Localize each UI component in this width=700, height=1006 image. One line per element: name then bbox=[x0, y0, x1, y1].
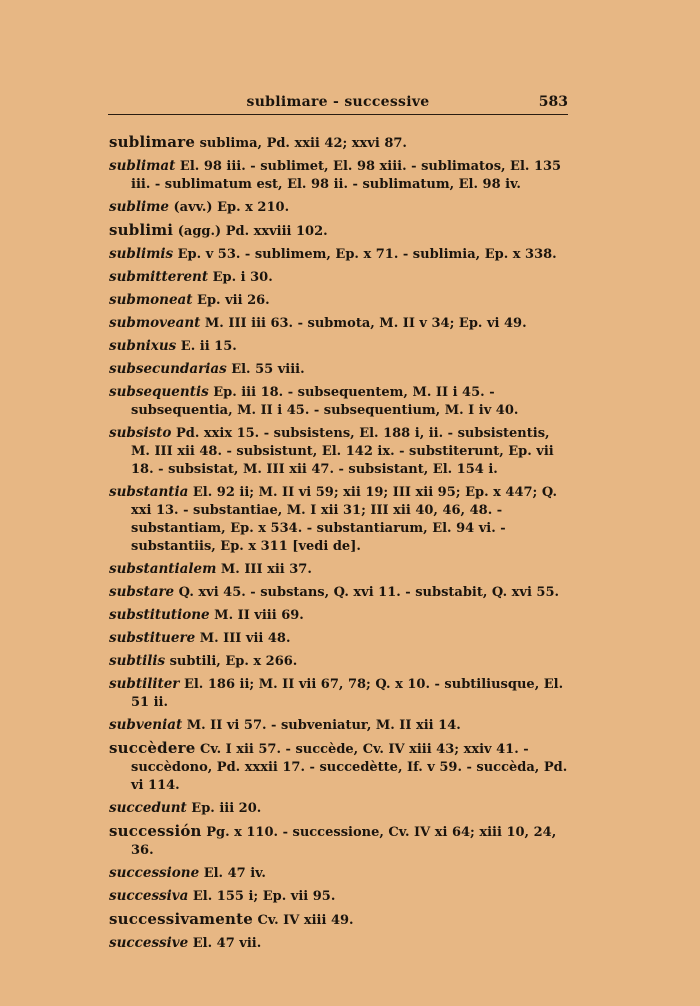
entry-headword: sublimat bbox=[109, 158, 176, 174]
dictionary-entry bbox=[109, 424, 571, 479]
entry-citations: M. III iii 63. - submota, M. II v 34; Ep. vi 49. bbox=[200, 316, 527, 331]
dictionary-entry bbox=[109, 560, 571, 579]
dictionary-entry bbox=[109, 483, 571, 556]
entry-citations: El. 92 ii; M. II vi 59; xii 19; III xii 95; Ep. x 447; Q. xxi 13. - substantiae, M. I xii 31; III xii 40, 46, 48. - substantiam, Ep. x 534. - substantiarum, El. 94 vi. - substantiis, Ep. x 311 [vedi de]. bbox=[131, 485, 558, 554]
entry-headword: subtilis bbox=[109, 653, 166, 669]
entry-citations: El. 98 iii. - sublimet, El. 98 xiii. - sublimatos, El. 135 iii. - sublimatum est, El. 98 ii. - sublimatum, El. 98 iv. bbox=[131, 159, 562, 192]
entry-citations: Q. xvi 45. - substans, Q. xvi 11. - substabit, Q. xvi 55. bbox=[174, 585, 560, 600]
entry-headword: successivamente bbox=[109, 910, 253, 928]
entry-citations: sublima, Pd. xxii 42; xxvi 87. bbox=[195, 136, 407, 151]
dictionary-entry bbox=[109, 198, 571, 217]
entry-citations: Ep. vii 26. bbox=[192, 293, 270, 308]
entry-headword: submoveant bbox=[109, 315, 201, 331]
dictionary-entry bbox=[109, 716, 571, 735]
dictionary-entry bbox=[109, 675, 571, 712]
dictionary-entry bbox=[109, 822, 571, 860]
entry-headword: subsecundarias bbox=[109, 361, 227, 377]
entry-citations: M. III vii 48. bbox=[195, 631, 291, 646]
entry-citations: (avv.) Ep. x 210. bbox=[169, 200, 290, 215]
entry-citations: M. II viii 69. bbox=[209, 608, 304, 623]
dictionary-entry bbox=[109, 629, 571, 648]
dictionary-entry bbox=[109, 157, 571, 194]
entry-headword: subsequentis bbox=[109, 384, 209, 400]
entry-citations: Ep. iii 20. bbox=[186, 801, 262, 816]
entry-headword: subtiliter bbox=[109, 676, 180, 692]
dictionary-entry bbox=[109, 133, 571, 153]
entry-headword: submoneat bbox=[109, 292, 193, 308]
dictionary-entry bbox=[109, 739, 571, 795]
dictionary-entry bbox=[109, 291, 571, 310]
dictionary-entry bbox=[109, 799, 571, 818]
entry-citations: Ep. i 30. bbox=[208, 270, 273, 285]
entry-headword: substantialem bbox=[109, 561, 217, 577]
dictionary-entry bbox=[109, 864, 571, 883]
running-head bbox=[108, 94, 568, 115]
entry-headword: sublimi bbox=[109, 221, 174, 239]
entry-citations: M. III xii 37. bbox=[216, 562, 312, 577]
dictionary-entry bbox=[109, 910, 571, 930]
entry-headword: sublime bbox=[109, 199, 169, 215]
entry-citations: (agg.) Pd. xxviii 102. bbox=[173, 224, 328, 239]
entry-list bbox=[109, 133, 571, 957]
dictionary-entry bbox=[109, 245, 571, 264]
entry-citations: El. 47 iv. bbox=[199, 866, 266, 881]
dictionary-entry bbox=[109, 383, 571, 420]
dictionary-entry bbox=[109, 652, 571, 671]
entry-headword: substare bbox=[109, 584, 175, 600]
page-number: 583 bbox=[538, 94, 568, 110]
dictionary-entry bbox=[109, 221, 571, 241]
entry-citations: Cv. I xii 57. - succède, Cv. IV xiii 43; xxiv 41. - succèdono, Pd. xxxii 17. - succedètte, If. v 59. - succèda, Pd. vi 114. bbox=[131, 742, 568, 793]
entry-headword: subnixus bbox=[109, 338, 177, 354]
entry-citations: Pg. x 110. - successione, Cv. IV xi 64; xiii 10, 24, 36. bbox=[131, 825, 557, 858]
entry-headword: succedunt bbox=[109, 800, 187, 816]
entry-citations: El. 155 i; Ep. vii 95. bbox=[188, 889, 336, 904]
entry-headword: successiva bbox=[109, 888, 189, 904]
entry-citations: subtili, Ep. x 266. bbox=[165, 654, 298, 669]
entry-headword: substitutione bbox=[109, 607, 210, 623]
entry-headword: sublimare bbox=[109, 133, 196, 151]
dictionary-entry bbox=[109, 934, 571, 953]
entry-headword: succèdere bbox=[109, 739, 196, 757]
entry-citations: Cv. IV xiii 49. bbox=[252, 913, 354, 928]
entry-citations: Ep. iii 18. - subsequentem, M. II i 45. - subsequentia, M. II i 45. - subsequentium, M. I iv 40. bbox=[131, 385, 519, 418]
entry-headword: successión bbox=[109, 822, 202, 840]
entry-citations: Ep. v 53. - sublimem, Ep. x 71. - sublimia, Ep. x 338. bbox=[173, 247, 557, 262]
dictionary-entry bbox=[109, 606, 571, 625]
entry-headword: successione bbox=[109, 865, 200, 881]
entry-citations: M. II vi 57. - subveniatur, M. II xii 14. bbox=[182, 718, 461, 733]
entry-citations: El. 47 vii. bbox=[188, 936, 262, 951]
entry-headword: substituere bbox=[109, 630, 196, 646]
running-head-title: sublimare - successive bbox=[246, 94, 430, 110]
entry-citations: E. ii 15. bbox=[176, 339, 237, 354]
dictionary-entry bbox=[109, 337, 571, 356]
entry-headword: subsisto bbox=[109, 425, 172, 441]
dictionary-entry bbox=[109, 583, 571, 602]
entry-headword: successive bbox=[109, 935, 189, 951]
entry-headword: sublimis bbox=[109, 246, 174, 262]
dictionary-entry bbox=[109, 887, 571, 906]
entry-citations: El. 186 ii; M. II vii 67, 78; Q. x 10. - subtiliusque, El. 51 ii. bbox=[131, 677, 564, 710]
entry-headword: submitterent bbox=[109, 269, 209, 285]
entry-citations: El. 55 viii. bbox=[226, 362, 305, 377]
entry-citations: Pd. xxix 15. - subsistens, El. 188 i, ii. - subsistentis, M. III xii 48. - subsistunt, El. 142 ix. - substiterunt, Ep. vii 18. - subsistat, M. III xii 47. - subsistant, El. 154 i. bbox=[131, 426, 554, 477]
dictionary-entry bbox=[109, 268, 571, 287]
entry-headword: subveniat bbox=[109, 717, 183, 733]
dictionary-entry bbox=[109, 360, 571, 379]
dictionary-entry bbox=[109, 314, 571, 333]
entry-headword: substantia bbox=[109, 484, 189, 500]
